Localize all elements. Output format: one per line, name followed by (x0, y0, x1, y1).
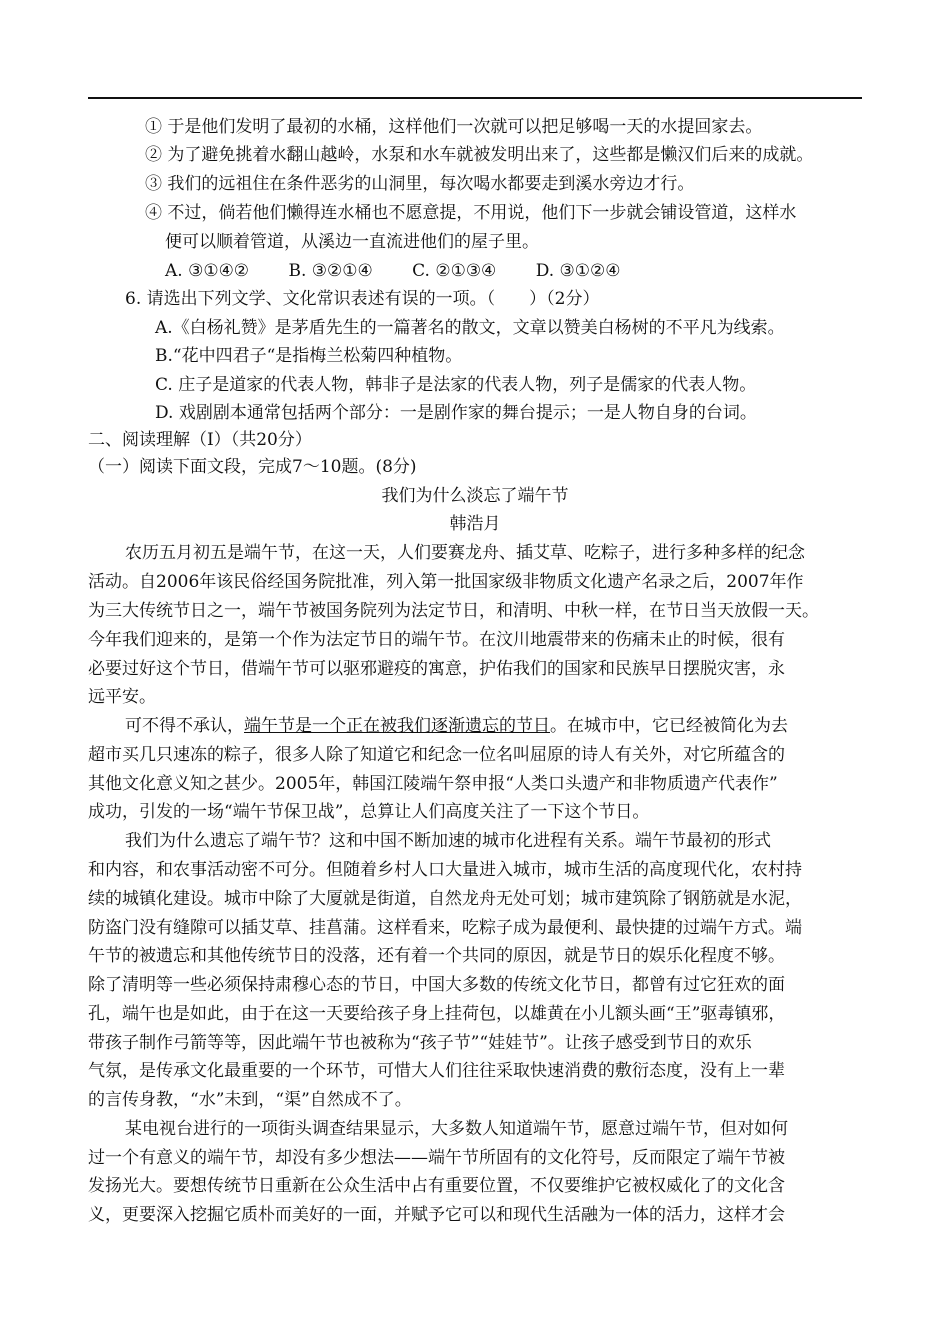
p4-line-4: 义，更要深入挖掘它质朴而美好的一面，并赋予它可以和现代生活融为一体的活力，这样才会 (88, 1205, 785, 1225)
q6-choice-d: D. 戏剧剧本通常包括两个部分：一是剧作家的舞台提示；一是人物自身的台词。 (155, 403, 757, 423)
p3-line-9: 气氛，是传承文化最重要的一个环节，可惜大人们往往采取快速消费的敷衍态度，没有上一辈 (88, 1061, 785, 1081)
p1-line-1: 农历五月初五是端午节，在这一天，人们要赛龙舟、插艾草、吃粽子，进行多种多样的纪念 (125, 543, 805, 563)
q6-stem: 6. 请选出下列文学、文化常识表述有误的一项。（ ）（2分） (125, 289, 600, 309)
q6-choice-b: B.“花中四君子“是指梅兰松菊四种植物。 (155, 346, 463, 366)
section-heading: 二、阅读理解（Ⅰ）（共20分） (88, 430, 312, 450)
sentence-3: ③ 我们的远祖住在条件恶劣的山洞里，每次喝水都要走到溪水旁边才行。 (145, 174, 695, 194)
sentence-4-cont: 便可以顺着管道，从溪边一直流进他们的屋子里。 (165, 232, 539, 252)
answer-d: D. ③①②④ (535, 261, 621, 281)
p2-underlined-sentence: 端午节是一个正在被我们逐渐遗忘的节日 (244, 716, 550, 736)
section-subheading: （一）阅读下面文段，完成7～10题。(8分) (88, 457, 417, 477)
p2-pre: 可不得不承认， (125, 716, 244, 736)
p2-line-1 (125, 713, 788, 739)
sentence-4: ④ 不过，倘若他们懒得连水桶也不愿意提，不用说，他们下一步就会铺设管道，这样水 (145, 203, 797, 223)
q5-answer-options (165, 258, 655, 284)
sentence-2: ② 为了避免挑着水翻山越岭，水泵和水车就被发明出来了，这些都是懒汉们后来的成就。 (145, 145, 814, 165)
answer-a: A. ③①④② (165, 261, 250, 281)
answer-c: C. ②①③④ (412, 261, 497, 281)
p4-line-2: 过一个有意义的端午节，却没有多少想法——端午节所固有的文化符号，反而限定了端午节被 (88, 1148, 785, 1168)
p3-line-3: 续的城镇化建设。城市中除了大厦就是街道，自然龙舟无处可划；城市建筑除了钢筋就是水泥， (88, 889, 802, 909)
p1-line-5: 必要过好这个节日，借端午节可以驱邪避疫的寓意，护佑我们的国家和民族早日摆脱灾害，永 (88, 659, 785, 679)
p3-line-10: 的言传身教，“水”未到，“渠”自然成不了。 (88, 1090, 412, 1110)
p2-line-3: 其他文化意义知之甚少。2005年，韩国江陵端午祭申报“人类口头遗产和非物质遗产代表作” (88, 774, 778, 794)
header-rule (88, 97, 862, 99)
sentence-1: ① 于是他们发明了最初的水桶，这样他们一次就可以把足够喝一天的水提回家去。 (145, 117, 763, 137)
p3-line-4: 防盗门没有缝隙可以插艾草、挂菖蒲。这样看来，吃粽子成为最便利、最快捷的过端午方式。端 (88, 918, 802, 938)
p3-line-5: 午节的被遗忘和其他传统节日的没落，还有着一个共同的原因，就是节日的娱乐化程度不够。 (88, 946, 785, 966)
p3-line-2: 和内容，和农事活动密不可分。但随着乡村人口大量进入城市，城市生活的高度现代化，农村持 (88, 860, 802, 880)
answer-b: B. ③②①④ (288, 261, 373, 281)
p3-line-6: 除了清明等一些必须保持肃穆心态的节日，中国大多数的传统文化节日，都曾有过它狂欢的面 (88, 975, 785, 995)
p1-line-6: 远平安。 (88, 687, 156, 707)
p3-line-8: 带孩子制作弓箭等等，因此端午节也被称为“孩子节”“娃娃节”。让孩子感受到节日的欢乐 (88, 1033, 752, 1053)
p3-line-1: 我们为什么遗忘了端午节？这和中国不断加速的城市化进程有关系。端午节最初的形式 (125, 831, 771, 851)
p2-line-2: 超市买几只速冻的粽子，很多人除了知道它和纪念一位名叫屈原的诗人有关外，对它所蕴含的 (88, 745, 785, 765)
q6-choice-c: C. 庄子是道家的代表人物，韩非子是法家的代表人物，列子是儒家的代表人物。 (155, 375, 757, 395)
article-author: 韩浩月 (449, 514, 501, 534)
p1-line-2: 活动。自2006年该民俗经国务院批准，列入第一批国家级非物质文化遗产名录之后，2007年作 (88, 572, 804, 592)
p1-line-3: 为三大传统节日之一，端午节被国务院列为法定节日，和清明、中秋一样，在节日当天放假一天。 (88, 601, 819, 621)
q6-choice-a: A.《白杨礼赞》是茅盾先生的一篇著名的散文，文章以赞美白杨树的不平凡为线索。 (155, 318, 785, 338)
p1-line-4: 今年我们迎来的，是第一个作为法定节日的端午节。在汶川地震带来的伤痛未止的时候，很有 (88, 630, 785, 650)
p4-line-1: 某电视台进行的一项街头调查结果显示，大多数人知道端午节，愿意过端午节，但对如何 (125, 1119, 788, 1139)
p2-post: 。在城市中，它已经被简化为去 (550, 716, 788, 736)
p2-line-4: 成功，引发的一场“端午节保卫战”，总算让人们高度关注了一下这个节日。 (88, 802, 650, 822)
p3-line-7: 孔，端午也是如此，由于在这一天要给孩子身上挂荷包，以雄黄在小儿额头画“王”驱毒镇邪， (88, 1004, 786, 1024)
p4-line-3: 发扬光大。要想传统节日重新在公众生活中占有重要位置，不仅要维护它被权威化了的文化含 (88, 1176, 785, 1196)
article-title: 我们为什么淡忘了端午节 (381, 486, 569, 506)
